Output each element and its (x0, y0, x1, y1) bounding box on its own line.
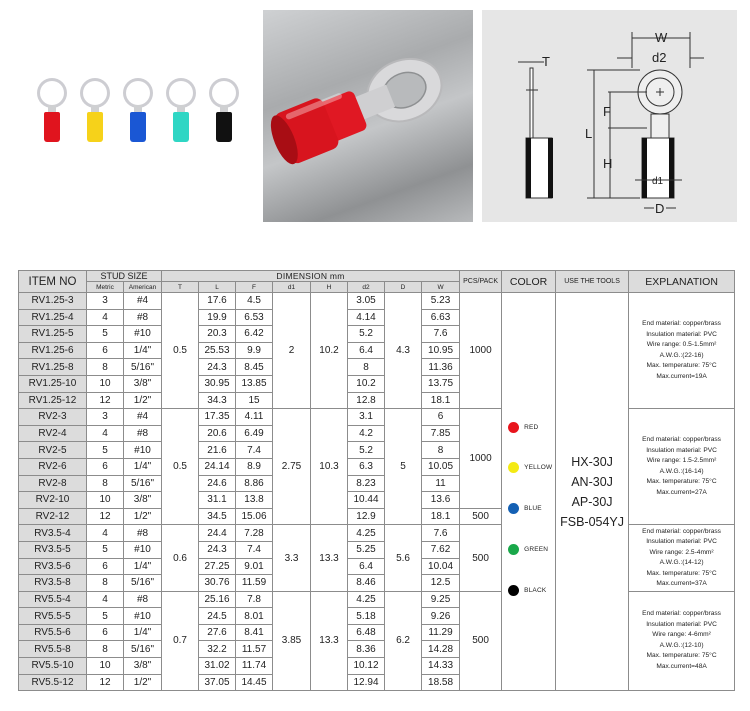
dimension-diagram (482, 10, 737, 222)
item-no-cell: RV2-5 (19, 442, 87, 459)
w-cell: 13.6 (422, 492, 460, 509)
american-cell: 5/16" (124, 359, 162, 376)
w-cell: 11 (422, 475, 460, 492)
header-color: COLOR (502, 271, 556, 293)
d-cell: 6.2 (385, 591, 422, 691)
color-cell (502, 293, 556, 691)
american-cell: 5/16" (124, 575, 162, 592)
pcs-pack-cell: 500 (460, 591, 502, 691)
d2-cell: 6.48 (348, 624, 385, 641)
tool-model: AN-30J (571, 474, 613, 489)
american-cell: 5/16" (124, 641, 162, 658)
specification-table (18, 270, 735, 691)
metric-cell: 8 (87, 475, 124, 492)
metric-cell: 6 (87, 624, 124, 641)
diagram-label-d2: d2 (652, 50, 667, 65)
explanation-line: Max.current=27A (656, 488, 707, 496)
item-no-cell: RV1.25-6 (19, 342, 87, 359)
metric-cell: 5 (87, 608, 124, 625)
d2-cell: 3.05 (348, 293, 385, 310)
color-option-yellow (508, 462, 552, 473)
metric-cell: 10 (87, 658, 124, 675)
explanation-cell (629, 293, 735, 409)
diagram-label-f: F (603, 104, 611, 119)
color-option-black (508, 585, 546, 596)
american-cell: 1/4" (124, 624, 162, 641)
f-cell: 13.8 (236, 492, 273, 509)
l-cell: 30.76 (199, 575, 236, 592)
color-label: BLUE (524, 505, 542, 512)
f-cell: 4.11 (236, 409, 273, 426)
item-no-cell: RV5.5-8 (19, 641, 87, 658)
metric-cell: 4 (87, 525, 124, 542)
diagram-label-w: W (655, 30, 668, 45)
item-no-cell: RV1.25-3 (19, 293, 87, 310)
item-no-cell: RV3.5-4 (19, 525, 87, 542)
f-cell: 13.85 (236, 375, 273, 392)
item-no-cell: RV1.25-8 (19, 359, 87, 376)
item-no-cell: RV5.5-6 (19, 624, 87, 641)
l-cell: 20.6 (199, 425, 236, 442)
diagram-label-l: L (585, 126, 593, 141)
american-cell: #8 (124, 309, 162, 326)
explanation-line: Max. temperature: 75°C (646, 362, 717, 370)
metric-cell: 3 (87, 293, 124, 310)
american-cell: 5/16" (124, 475, 162, 492)
metric-cell: 10 (87, 375, 124, 392)
diagram-label-t: T (542, 54, 550, 69)
explanation-line: Insulation material: PVC (646, 538, 717, 545)
metric-cell: 4 (87, 309, 124, 326)
item-no-cell: RV5.5-4 (19, 591, 87, 608)
explanation-cell (629, 591, 735, 691)
red-swatch-icon (508, 422, 519, 433)
metric-cell: 6 (87, 558, 124, 575)
l-cell: 21.6 (199, 442, 236, 459)
pcs-pack-cell: 500 (460, 508, 502, 525)
f-cell: 15 (236, 392, 273, 409)
f-cell: 6.42 (236, 326, 273, 343)
item-no-cell: RV2-10 (19, 492, 87, 509)
explanation-line: A.W.G.:(22-16) (659, 351, 704, 359)
f-cell: 7.4 (236, 541, 273, 558)
h-cell: 13.3 (311, 525, 348, 591)
w-cell: 10.05 (422, 458, 460, 475)
insulation-sleeve (44, 112, 60, 142)
product-photo-color-lineup (0, 0, 258, 225)
color-label: GREEN (524, 546, 549, 553)
h-cell: 13.3 (311, 591, 348, 691)
h-cell: 10.3 (311, 409, 348, 525)
item-no-cell: RV2-4 (19, 425, 87, 442)
l-cell: 25.53 (199, 342, 236, 359)
d2-cell: 12.8 (348, 392, 385, 409)
h-cell: 10.2 (311, 293, 348, 409)
w-cell: 12.5 (422, 575, 460, 592)
american-cell: #10 (124, 326, 162, 343)
table-row (19, 293, 735, 310)
metric-cell: 4 (87, 425, 124, 442)
ring-terminal-technical-drawing (482, 10, 737, 222)
black-swatch-icon (508, 585, 519, 596)
l-cell: 17.6 (199, 293, 236, 310)
d2-cell: 4.25 (348, 525, 385, 542)
d2-cell: 12.94 (348, 674, 385, 691)
header-dimension: DIMENSION mm (162, 271, 460, 282)
american-cell: #10 (124, 541, 162, 558)
f-cell: 6.49 (236, 425, 273, 442)
metric-cell: 12 (87, 674, 124, 691)
insulation-sleeve (87, 112, 103, 142)
insulation-sleeve (173, 112, 189, 142)
tool-model: AP-30J (571, 494, 613, 509)
color-label: RED (524, 424, 539, 431)
explanation-cell (629, 409, 735, 525)
explanation-line: Insulation material: PVC (646, 446, 717, 454)
american-cell: #8 (124, 525, 162, 542)
d2-cell: 5.25 (348, 541, 385, 558)
american-cell: #10 (124, 442, 162, 459)
ring-icon (166, 78, 196, 108)
metric-cell: 5 (87, 541, 124, 558)
t-cell: 0.6 (162, 525, 199, 591)
l-cell: 24.3 (199, 359, 236, 376)
l-cell: 34.5 (199, 508, 236, 525)
l-cell: 30.95 (199, 375, 236, 392)
t-cell: 0.5 (162, 409, 199, 525)
header-w: W (422, 282, 460, 293)
d-cell: 5.6 (385, 525, 422, 591)
metric-cell: 6 (87, 458, 124, 475)
d2-cell: 5.2 (348, 326, 385, 343)
f-cell: 8.41 (236, 624, 273, 641)
w-cell: 10.04 (422, 558, 460, 575)
f-cell: 11.59 (236, 575, 273, 592)
w-cell: 7.62 (422, 541, 460, 558)
w-cell: 18.58 (422, 674, 460, 691)
w-cell: 10.95 (422, 342, 460, 359)
header-use-tools: USE THE TOOLS (556, 271, 629, 293)
explanation-line: A.W.G.:(16-14) (659, 467, 704, 475)
explanation-line: Insulation material: PVC (646, 620, 717, 628)
explanation-line: End material: copper/brass (642, 610, 721, 618)
insulation-sleeve (216, 112, 232, 142)
explanation-line: Max.current=48A (656, 662, 707, 670)
explanation-line: Wire range: 0.5-1.5mm² (646, 341, 717, 349)
l-cell: 32.2 (199, 641, 236, 658)
l-cell: 24.3 (199, 541, 236, 558)
header-l: L (199, 282, 236, 293)
item-no-cell: RV2-3 (19, 409, 87, 426)
metric-cell: 5 (87, 326, 124, 343)
color-option-red (508, 422, 538, 433)
f-cell: 14.45 (236, 674, 273, 691)
metric-cell: 5 (87, 442, 124, 459)
explanation-line: Max. temperature: 75°C (646, 478, 717, 486)
header-item-no: ITEM NO (19, 271, 87, 293)
f-cell: 9.01 (236, 558, 273, 575)
item-no-cell: RV5.5-12 (19, 674, 87, 691)
item-no-cell: RV5.5-5 (19, 608, 87, 625)
color-option-blue (508, 503, 542, 514)
metric-cell: 10 (87, 492, 124, 509)
item-no-cell: RV5.5-10 (19, 658, 87, 675)
w-cell: 18.1 (422, 508, 460, 525)
tool-model: HX-30J (571, 454, 613, 469)
american-cell: 1/2" (124, 508, 162, 525)
l-cell: 34.3 (199, 392, 236, 409)
l-cell: 37.05 (199, 674, 236, 691)
f-cell: 8.01 (236, 608, 273, 625)
metric-cell: 12 (87, 392, 124, 409)
d2-cell: 4.25 (348, 591, 385, 608)
w-cell: 5.23 (422, 293, 460, 310)
american-cell: 3/8" (124, 375, 162, 392)
red-ring-terminal-illustration (263, 10, 473, 222)
l-cell: 27.25 (199, 558, 236, 575)
explanation-line: Insulation material: PVC (646, 330, 717, 338)
l-cell: 25.16 (199, 591, 236, 608)
l-cell: 19.9 (199, 309, 236, 326)
d2-cell: 4.2 (348, 425, 385, 442)
d2-cell: 10.44 (348, 492, 385, 509)
american-cell: #8 (124, 591, 162, 608)
american-cell: 1/2" (124, 392, 162, 409)
product-photo-red-terminal (263, 10, 473, 222)
header-american: American (124, 282, 162, 293)
ring-icon (80, 78, 110, 108)
metric-cell: 8 (87, 641, 124, 658)
l-cell: 24.14 (199, 458, 236, 475)
item-no-cell: RV3.5-5 (19, 541, 87, 558)
diagram-label-h: H (603, 156, 613, 171)
american-cell: #8 (124, 425, 162, 442)
t-cell: 0.5 (162, 293, 199, 409)
american-cell: 1/4" (124, 558, 162, 575)
header-explanation: EXPLANATION (629, 271, 735, 293)
d1-cell: 3.3 (273, 525, 311, 591)
f-cell: 11.74 (236, 658, 273, 675)
american-cell: 1/4" (124, 342, 162, 359)
d2-cell: 8.36 (348, 641, 385, 658)
metric-cell: 8 (87, 575, 124, 592)
item-no-cell: RV1.25-12 (19, 392, 87, 409)
metric-cell: 3 (87, 409, 124, 426)
l-cell: 24.6 (199, 475, 236, 492)
d2-cell: 5.2 (348, 442, 385, 459)
w-cell: 18.1 (422, 392, 460, 409)
metric-cell: 12 (87, 508, 124, 525)
d2-cell: 10.2 (348, 375, 385, 392)
ring-icon (123, 78, 153, 108)
l-cell: 31.02 (199, 658, 236, 675)
d2-cell: 6.4 (348, 342, 385, 359)
w-cell: 7.85 (422, 425, 460, 442)
header-stud-size: STUD SIZE (87, 271, 162, 282)
american-cell: #4 (124, 409, 162, 426)
item-no-cell: RV1.25-5 (19, 326, 87, 343)
f-cell: 7.8 (236, 591, 273, 608)
item-no-cell: RV1.25-10 (19, 375, 87, 392)
item-no-cell: RV2-12 (19, 508, 87, 525)
l-cell: 24.5 (199, 608, 236, 625)
american-cell: 1/4" (124, 458, 162, 475)
explanation-line: End material: copper/brass (642, 436, 721, 444)
yellow-swatch-icon (508, 462, 519, 473)
explanation-line: Max. temperature: 75°C (646, 652, 717, 660)
w-cell: 6 (422, 409, 460, 426)
l-cell: 31.1 (199, 492, 236, 509)
pcs-pack-cell: 1000 (460, 409, 502, 509)
diagram-label-d: D (655, 201, 665, 216)
color-label: BLACK (524, 587, 547, 594)
american-cell: #10 (124, 608, 162, 625)
header-t: T (162, 282, 199, 293)
d2-cell: 5.18 (348, 608, 385, 625)
d2-cell: 8.46 (348, 575, 385, 592)
ring-icon (209, 78, 239, 108)
w-cell: 9.26 (422, 608, 460, 625)
header-h: H (311, 282, 348, 293)
explanation-line: End material: copper/brass (642, 320, 721, 328)
f-cell: 15.06 (236, 508, 273, 525)
tools-cell (556, 293, 629, 691)
insulation-sleeve (130, 112, 146, 142)
explanation-line: A.W.G.:(14-12) (659, 559, 704, 566)
explanation-cell (629, 525, 735, 591)
header-d1: d1 (273, 282, 311, 293)
w-cell: 11.36 (422, 359, 460, 376)
w-cell: 7.6 (422, 525, 460, 542)
d1-cell: 2 (273, 293, 311, 409)
l-cell: 27.6 (199, 624, 236, 641)
d1-cell: 2.75 (273, 409, 311, 525)
w-cell: 6.63 (422, 309, 460, 326)
diagram-label-d1: d1 (652, 176, 664, 187)
american-cell: 3/8" (124, 492, 162, 509)
t-cell: 0.7 (162, 591, 199, 691)
f-cell: 11.57 (236, 641, 273, 658)
header-f: F (236, 282, 273, 293)
f-cell: 8.45 (236, 359, 273, 376)
f-cell: 4.5 (236, 293, 273, 310)
explanation-line: Max.current=37A (656, 580, 707, 587)
explanation-line: A.W.G.:(12-10) (659, 641, 704, 649)
d-cell: 4.3 (385, 293, 422, 409)
green-swatch-icon (508, 544, 519, 555)
explanation-line: Wire range: 1.5-2.5mm² (646, 457, 717, 465)
color-option-green (508, 544, 548, 555)
explanation-line: Wire range: 4-6mm² (652, 631, 711, 639)
pcs-pack-cell: 500 (460, 525, 502, 591)
f-cell: 8.9 (236, 458, 273, 475)
metric-cell: 6 (87, 342, 124, 359)
w-cell: 9.25 (422, 591, 460, 608)
f-cell: 7.28 (236, 525, 273, 542)
explanation-line: Max.current=19A (656, 372, 707, 380)
w-cell: 11.29 (422, 624, 460, 641)
ring-icon (37, 78, 67, 108)
explanation-line: Wire range: 2.5-4mm² (649, 548, 714, 556)
l-cell: 24.4 (199, 525, 236, 542)
header-metric: Metric (87, 282, 124, 293)
item-no-cell: RV2-6 (19, 458, 87, 475)
l-cell: 20.3 (199, 326, 236, 343)
f-cell: 8.86 (236, 475, 273, 492)
d2-cell: 6.4 (348, 558, 385, 575)
item-no-cell: RV1.25-4 (19, 309, 87, 326)
explanation-line: Max. temperature: 75°C (646, 569, 717, 577)
explanation-line: End material: copper/brass (642, 527, 721, 535)
w-cell: 8 (422, 442, 460, 459)
tool-model: FSB-054YJ (560, 514, 625, 529)
item-no-cell: RV2-8 (19, 475, 87, 492)
metric-cell: 4 (87, 591, 124, 608)
american-cell: 3/8" (124, 658, 162, 675)
header-d2: d2 (348, 282, 385, 293)
blue-swatch-icon (508, 503, 519, 514)
header-d: D (385, 282, 422, 293)
d2-cell: 3.1 (348, 409, 385, 426)
metric-cell: 8 (87, 359, 124, 376)
f-cell: 9.9 (236, 342, 273, 359)
w-cell: 14.28 (422, 641, 460, 658)
color-label: YELLOW (524, 464, 553, 471)
w-cell: 14.33 (422, 658, 460, 675)
d1-cell: 3.85 (273, 591, 311, 691)
pcs-pack-cell: 1000 (460, 293, 502, 409)
d-cell: 5 (385, 409, 422, 525)
w-cell: 13.75 (422, 375, 460, 392)
item-no-cell: RV3.5-6 (19, 558, 87, 575)
american-cell: 1/2" (124, 674, 162, 691)
item-no-cell: RV3.5-8 (19, 575, 87, 592)
l-cell: 17.35 (199, 409, 236, 426)
american-cell: #4 (124, 293, 162, 310)
d2-cell: 10.12 (348, 658, 385, 675)
d2-cell: 4.14 (348, 309, 385, 326)
d2-cell: 8.23 (348, 475, 385, 492)
d2-cell: 6.3 (348, 458, 385, 475)
w-cell: 7.6 (422, 326, 460, 343)
d2-cell: 8 (348, 359, 385, 376)
d2-cell: 12.9 (348, 508, 385, 525)
header-pcs-pack: PCS/PACK (460, 271, 502, 293)
f-cell: 7.4 (236, 442, 273, 459)
f-cell: 6.53 (236, 309, 273, 326)
